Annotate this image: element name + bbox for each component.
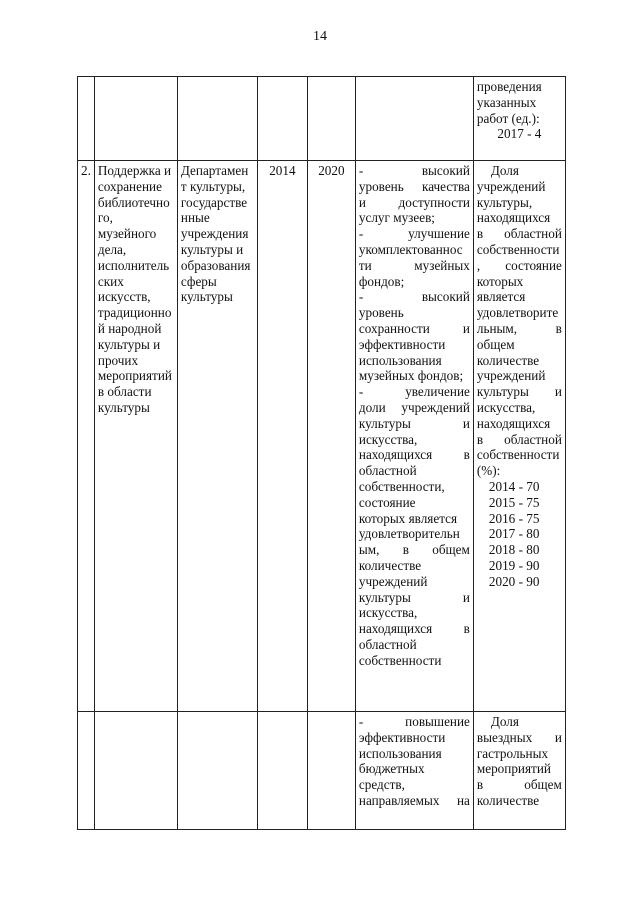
- indicator-line: 2017 - 4: [497, 126, 542, 142]
- text-line: , состояние: [476, 257, 562, 273]
- text-line: библиотечно: [97, 194, 170, 210]
- cell-end-year: [307, 161, 355, 712]
- cell-end-year: [307, 712, 355, 830]
- text-line: культуры и: [358, 589, 470, 605]
- text-line: й народной: [97, 320, 162, 336]
- text-line: (%):: [476, 463, 501, 479]
- cell-results: [355, 77, 473, 161]
- text-line: количестве: [476, 352, 540, 368]
- text-line: собственности: [476, 241, 560, 257]
- text-line: состояние: [358, 494, 416, 510]
- cell-end-year: [307, 77, 355, 161]
- text-line: в областной: [476, 431, 562, 447]
- text-line: находящихся в: [358, 447, 470, 463]
- cell-activity: [94, 161, 177, 712]
- text-line: искусств,: [97, 289, 151, 305]
- row-number: 2.: [81, 163, 91, 178]
- text-line: сохранности и: [358, 320, 470, 336]
- text-line: культуры и: [180, 241, 244, 257]
- cell-executor: [177, 161, 257, 712]
- text-line: музейного: [97, 226, 157, 242]
- cell-start-year: [257, 161, 307, 712]
- text-line: фондов;: [358, 273, 405, 289]
- text-line: в областной: [476, 226, 562, 242]
- text-line: искусства,: [476, 399, 536, 415]
- text-line: мероприятий: [97, 368, 172, 384]
- text-line: сохранение: [97, 178, 162, 194]
- cell-activity: [94, 712, 177, 830]
- text-line: учреждения: [180, 226, 249, 242]
- cell-number: [78, 77, 95, 161]
- indicator-year-value: 2018 - 80: [488, 542, 540, 558]
- text-line: культуры,: [476, 194, 533, 210]
- text-line: укомплектованнос: [358, 241, 463, 257]
- text-line: направляемых на: [358, 792, 470, 808]
- indicator-year-value: 2019 - 90: [488, 557, 540, 573]
- text-line: т культуры,: [180, 178, 246, 194]
- cell-start-year: [257, 712, 307, 830]
- text-line: - улучшение: [358, 226, 470, 242]
- table-row: [78, 77, 566, 161]
- cell-start-year: [257, 77, 307, 161]
- start-year: 2014: [269, 163, 296, 178]
- text-line: - повышение: [358, 714, 470, 729]
- text-line: находящихся: [476, 210, 551, 226]
- cell-executor: [177, 77, 257, 161]
- text-line: собственности: [358, 652, 442, 668]
- text-line: прочих: [97, 352, 139, 368]
- indicator-year-value: 2015 - 75: [488, 494, 540, 510]
- text-line: Департамен: [180, 163, 249, 178]
- text-line: областной: [358, 463, 417, 479]
- cell-number: [78, 712, 95, 830]
- text-line: областной: [358, 636, 417, 652]
- text-line: которых является: [358, 510, 458, 526]
- page-number: 14: [313, 29, 327, 44]
- text-line: ым, в общем: [358, 542, 470, 558]
- text-line: и доступности: [358, 194, 470, 210]
- text-line: удовлетворительн: [358, 526, 460, 542]
- text-line: в общем: [476, 777, 562, 793]
- text-line: музейных фондов;: [358, 368, 464, 384]
- text-line: искусства,: [358, 431, 418, 447]
- table-row: [78, 161, 566, 712]
- indicator-line: указанных: [476, 94, 537, 110]
- cell-indicator: [473, 161, 565, 712]
- text-line: Доля: [490, 163, 519, 178]
- cell-number: [78, 161, 95, 712]
- text-line: нные: [180, 210, 210, 226]
- text-line: уровень: [358, 305, 404, 321]
- text-line: собственности,: [358, 478, 445, 494]
- indicator-year-value: 2017 - 80: [488, 526, 540, 542]
- text-line: которых: [476, 273, 524, 289]
- text-line: - высокий: [358, 163, 470, 178]
- text-line: культуры: [97, 399, 150, 415]
- table-row: [78, 712, 566, 830]
- text-line: использования: [358, 352, 442, 368]
- text-line: средств,: [358, 777, 405, 793]
- text-line: сферы: [180, 273, 217, 289]
- text-line: количестве: [358, 557, 422, 573]
- cell-results: [355, 161, 473, 712]
- end-year: 2020: [318, 163, 345, 178]
- text-line: традиционно: [97, 305, 172, 321]
- indicator-year-value: 2016 - 75: [488, 510, 540, 526]
- text-line: в области: [97, 384, 152, 400]
- text-line: учреждений: [358, 573, 428, 589]
- text-line: культуры и: [358, 415, 470, 431]
- indicator-year-value: 2020 - 90: [488, 573, 540, 589]
- cell-indicator: [473, 712, 565, 830]
- cell-results: [355, 712, 473, 830]
- text-line: доли учреждений: [358, 399, 470, 415]
- text-line: количестве: [476, 792, 540, 808]
- text-line: ти музейных: [358, 257, 470, 273]
- text-line: является: [476, 289, 526, 305]
- indicator-year-value: 2014 - 70: [488, 478, 540, 494]
- text-line: образования: [180, 257, 251, 273]
- text-line: государстве: [180, 194, 248, 210]
- text-line: учреждений: [476, 178, 546, 194]
- text-line: культуры и: [97, 336, 161, 352]
- text-line: общем: [476, 336, 515, 352]
- cell-activity: [94, 77, 177, 161]
- cell-executor: [177, 712, 257, 830]
- text-line: мероприятий: [476, 761, 551, 777]
- text-line: - высокий: [358, 289, 470, 305]
- text-line: дела,: [97, 241, 127, 257]
- text-line: го,: [97, 210, 113, 226]
- text-line: Доля: [490, 714, 519, 729]
- text-line: выездных и: [476, 729, 562, 745]
- program-table: [77, 76, 566, 830]
- text-line: удовлетворите: [476, 305, 559, 321]
- text-line: эффективности: [358, 729, 446, 745]
- text-line: культуры и: [476, 384, 562, 400]
- text-line: культуры: [180, 289, 233, 305]
- text-line: - увеличение: [358, 384, 470, 400]
- indicator-line: работ (ед.):: [476, 110, 540, 126]
- text-line: искусства,: [358, 605, 418, 621]
- text-line: исполнитель: [97, 257, 170, 273]
- text-line: использования: [358, 745, 442, 761]
- text-line: эффективности: [358, 336, 446, 352]
- text-line: ских: [97, 273, 124, 289]
- text-line: гастрольных: [476, 745, 549, 761]
- text-line: находящихся в: [358, 621, 470, 637]
- text-line: учреждений: [476, 368, 546, 384]
- text-line: находящихся: [476, 415, 551, 431]
- indicator-line: проведения: [476, 79, 542, 94]
- text-line: Поддержка и: [97, 163, 172, 178]
- text-line: уровень качества: [358, 178, 470, 194]
- cell-indicator: [473, 77, 565, 161]
- text-line: собственности: [476, 447, 560, 463]
- text-line: услуг музеев;: [358, 210, 435, 226]
- text-line: льным, в: [476, 320, 562, 336]
- text-line: бюджетных: [358, 761, 425, 777]
